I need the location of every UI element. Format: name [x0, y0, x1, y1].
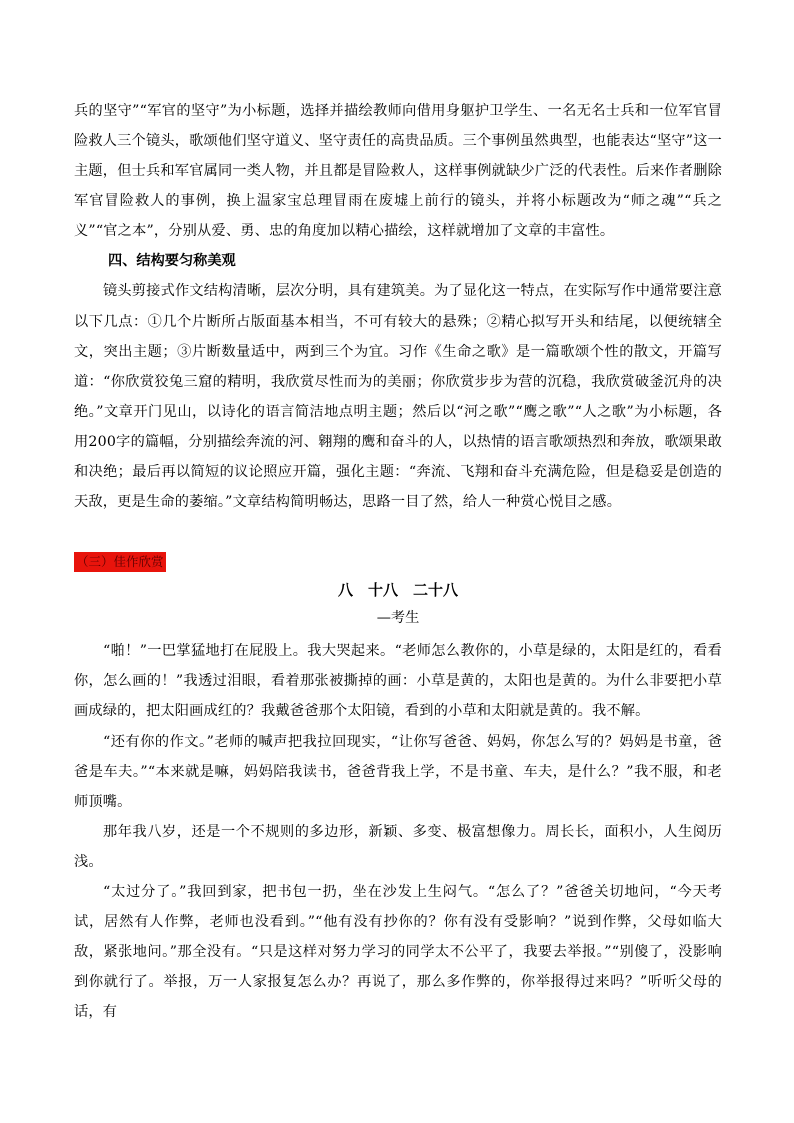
essay-paragraph: 那年我八岁，还是一个不规则的多边形，新颖、多变、极富想像力。周长长，面积小，人生阅历浅。 [74, 823, 722, 870]
section-four-paragraph: 镜头剪接式作文结构清晰，层次分明，具有建筑美。为了显化这一特点，在实际写作中通常要注意以下几点：①几个片断所占版面基本相当，不可有较大的悬殊；②精心拟写开头和结尾，以便统辖全文，突出主题；③片断数量适中，两到三个为宜。习作《生命之歌》是一篇歌颂个性的散文，开篇写道：“你欣赏狡兔三窟的精明，我欣赏尽性而为的美丽；你欣赏步步为营的沉稳，我欣赏破釜沉舟的决绝。”文章开门见山，以诗化的语言简洁地点明主题；然后以“河之歌”“鹰之歌”“人之歌”为小标题，各用200字的篇幅，分别描绘奔流的河、翱翔的鹰和奋斗的人，以热情的语言歌颂热烈和奔放，歌颂果敢和决绝；最后再以简短的议论照应开篇，强化主题：“奔流、飞翔和奋斗充满危险，但是稳妥是创造的天敌，更是生命的萎缩。”文章结构简明畅达，思路一目了然，给人一种赏心悦目之感。 [74, 283, 722, 511]
essay-title: 八 十八 二十八 [337, 581, 458, 600]
top-paragraph: 兵的坚守”“军官的坚守”为小标题，选择并描绘教师向借用身躯护卫学生、一名无名士兵和一位军官冒险救人三个镜头，歌颂他们坚守道义、坚守责任的高贵品质。三个事例虽然典型，也能表达“坚守”这一主题，但士兵和军官属同一类人物，并且都是冒险救人，这样事例就缺少广泛的代表性。后来作者删除军官冒险救人的事例，换上温家宝总理冒雨在废墟上前行的镜头，并将小标题改为“师之魂”“兵之义”“官之本”，分别从爱、勇、忠的角度加以精心描绘，这样就增加了文章的丰富性。 [74, 103, 722, 240]
essay-paragraph: “还有你的作文。”老师的喊声把我拉回现实，“让你写爸爸、妈妈，你怎么写的？妈妈是书童，爸爸是车夫。”“本来就是嘛，妈妈陪我读书，爸爸背我上学，不是书童、车夫，是什么？”我不服，和老师顶嘴。 [74, 733, 722, 810]
essay-paragraph: “太过分了。”我回到家，把书包一扔，坐在沙发上生闷气。“怎么了？”爸爸关切地问，“今天考试，居然有人作弊，老师也没看到。”“他有没有抄你的？你有没有受影响？”说到作弊，父母如临大敌，紧张地问。”那全没有。“只是这样对努力学习的同学太不公平了，我要去举报。”“别傻了，没影响到你就行了。举报，万一人家报复怎么办？再说了，那么多作弊的，你举报得过来吗？”听听父母的话，有 [74, 883, 722, 1021]
document-content [74, 96, 722, 1027]
essay-paragraph: “啪！”一巴掌猛地打在屁股上。我大哭起来。“老师怎么教你的，小草是绿的，太阳是红的，看看你，怎么画的！”我透过泪眼，看着那张被撕掉的画：小草是黄的，太阳也是黄的。为什么非要把小草画成绿的，把太阳画成红的？我戴爸爸那个太阳镜，看到的小草和太阳就是黄的。我不解。 [74, 643, 722, 720]
section-four-heading: 四、结构要匀称美观 [108, 253, 236, 270]
section-three-label-row [74, 551, 722, 573]
section-three-label: （三）佳作欣赏 [74, 552, 166, 572]
essay-author: —考生 [376, 610, 420, 627]
